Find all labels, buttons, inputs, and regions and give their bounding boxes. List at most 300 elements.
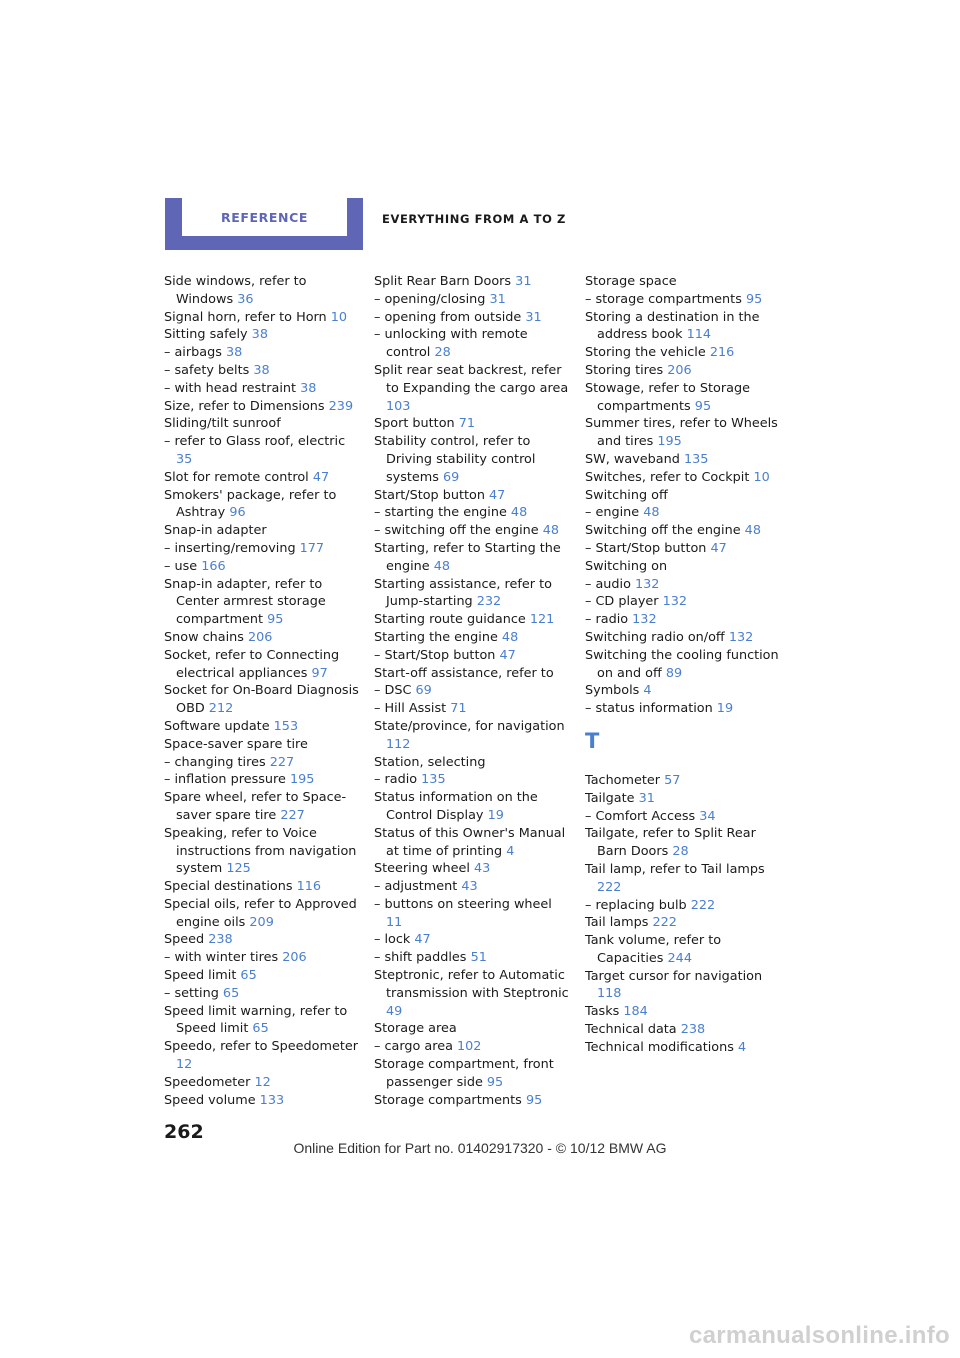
page-reference-link[interactable]: 4 (506, 843, 515, 859)
page-reference-link[interactable]: 116 (296, 879, 322, 895)
index-entry (164, 309, 362, 327)
index-entry (374, 1038, 572, 1056)
page-reference-link[interactable]: 238 (680, 1022, 706, 1038)
index-entry (164, 949, 362, 967)
index-entry-text: – Comfort Access (585, 808, 696, 824)
index-entry-text: Special destinations (164, 879, 293, 895)
index-entry (585, 415, 783, 451)
index-entry (585, 558, 783, 576)
index-entry-text: Spare wheel, refer to Space-saver spare tire (164, 790, 347, 823)
index-entry (585, 968, 783, 1004)
page-reference-link[interactable]: 95 (486, 1074, 504, 1090)
index-entry-text: – lock (374, 932, 411, 948)
index-entry-text: – inflation pressure (164, 772, 286, 788)
index-entry-text: Tank volume, refer to Capacities (585, 933, 722, 966)
index-entry (374, 415, 572, 433)
section-tab (165, 198, 363, 250)
index-entry (374, 789, 572, 825)
page-reference-link[interactable]: 212 (208, 701, 234, 717)
index-entry-text: – radio (585, 612, 629, 628)
index-entry (164, 1074, 362, 1092)
index-entry (585, 914, 783, 932)
index-entry-text: Speed volume (164, 1092, 256, 1108)
index-entry-text: – buttons on steering wheel (374, 896, 552, 912)
index-entry-text: – changing tires (164, 754, 266, 770)
index-entry-text: SW, waveband (585, 451, 680, 467)
page-reference-link[interactable]: 4 (643, 683, 652, 699)
page-reference-link[interactable]: 4 (738, 1039, 747, 1055)
index-entry (585, 611, 783, 629)
index-entry (585, 647, 783, 683)
index-entry (585, 932, 783, 968)
index-entry-text: Tasks (585, 1004, 620, 1020)
index-entry (374, 1056, 572, 1092)
index-entry-text: – with winter tires (164, 950, 279, 966)
index-entry (164, 344, 362, 362)
index-entry-text: Target cursor for navigation (585, 968, 763, 984)
index-entry-text: – opening from outside (374, 309, 522, 325)
index-entry (164, 825, 362, 878)
index-entry-text: Split rear seat backrest, refer to Expanding the cargo area (374, 362, 569, 396)
index-entry-text: – inserting/removing (164, 540, 296, 556)
index-entry-text: Switching radio on/off (585, 629, 725, 645)
index-entry (585, 772, 783, 790)
page-reference-link[interactable]: 31 (489, 291, 506, 307)
index-entry-text: Speedo, refer to Speedometer (164, 1039, 358, 1055)
index-entry (374, 611, 572, 629)
index-entry-text: – Start/Stop button (585, 540, 707, 556)
page-reference-link[interactable]: 239 (328, 398, 354, 414)
index-entry-text: Starting route guidance (374, 612, 526, 628)
page-reference-link[interactable]: 31 (638, 790, 655, 806)
index-entry-text: Summer tires, refer to Wheels and tires (585, 416, 778, 450)
index-entry-text: Sport button (374, 416, 455, 432)
section-tab-inner (182, 198, 347, 236)
index-entry-text: – use (164, 558, 198, 574)
page-reference-link[interactable]: 10 (330, 309, 348, 325)
index-entry (164, 682, 362, 718)
index-entry-text: Switching on (585, 558, 668, 574)
index-entry (164, 522, 362, 540)
index-entry (164, 789, 362, 825)
page-reference-link[interactable]: 48 (510, 505, 528, 521)
index-entry (585, 522, 783, 540)
index-entry (374, 896, 572, 932)
page-reference-link[interactable]: 97 (311, 665, 328, 681)
page-reference-link[interactable]: 195 (289, 772, 315, 788)
index-entry-text: – switching off the engine (374, 523, 539, 539)
index-entry-text: – setting (164, 985, 219, 1001)
index-entry-text: Sliding/tilt sunroof (164, 416, 281, 432)
index-letter-heading: T (585, 728, 600, 753)
index-entry (164, 398, 362, 416)
index-entry (164, 558, 362, 576)
index-entry (164, 896, 362, 932)
page-reference-link[interactable]: 238 (208, 932, 233, 948)
page-reference-link[interactable]: 48 (433, 558, 451, 574)
index-entry (164, 415, 362, 433)
index-entry-text: Sitting safely (164, 327, 248, 343)
index-entry-text: Storage compartments (374, 1092, 522, 1108)
index-entry-text: Software update (164, 718, 270, 734)
index-entry (164, 380, 362, 398)
page-reference-link[interactable]: 69 (415, 683, 432, 699)
index-entry-text: – Hill Assist (374, 701, 447, 717)
index-entry (374, 771, 572, 789)
page-reference-link[interactable]: 35 (176, 451, 193, 467)
index-entry-text: – airbags (164, 345, 222, 361)
page-reference-link[interactable]: 10 (753, 469, 770, 485)
index-entry-text: Storage compartment, front passenger side (374, 1057, 554, 1090)
page-reference-link[interactable]: 112 (386, 736, 411, 752)
page-reference-link[interactable]: 95 (267, 612, 284, 628)
page-reference-link[interactable]: 222 (652, 915, 677, 931)
page-reference-link[interactable]: 19 (487, 807, 504, 823)
index-entry (374, 718, 572, 754)
index-entry-text: – unlocking with remote control (374, 327, 528, 361)
page-reference-link[interactable]: 69 (443, 469, 460, 485)
index-entry-text: Switching off (585, 487, 668, 503)
index-entry-text: Steptronic, refer to Automatic transmission with Steptronic (374, 968, 569, 1001)
index-entry-text: – with head restraint (164, 380, 297, 396)
index-entry-text: – safety belts (164, 362, 250, 378)
page-reference-link[interactable]: 19 (716, 701, 734, 717)
index-entry (585, 487, 783, 505)
index-entry (374, 504, 572, 522)
page-reference-link[interactable]: 206 (667, 362, 692, 378)
index-entry (585, 309, 783, 345)
index-entry-text: Socket for On-Board Diagnosis OBD (164, 683, 359, 717)
index-entry (374, 487, 572, 505)
index-entry (585, 682, 783, 700)
page-reference-link[interactable]: 28 (434, 345, 451, 361)
page-reference-link[interactable]: 47 (414, 932, 431, 948)
index-entry (585, 861, 783, 897)
index-entry-text: Start/Stop button (374, 487, 485, 503)
page-reference-link[interactable]: 34 (699, 808, 716, 824)
index-entry (164, 1092, 362, 1110)
index-entry-text: – CD player (585, 594, 659, 610)
index-entry-text: – refer to Glass roof, electric (164, 434, 346, 450)
page-reference-link[interactable]: 184 (623, 1004, 648, 1020)
page-reference-link[interactable]: 118 (597, 986, 622, 1002)
index-entry-text: Special oils, refer to Approved engine oils (164, 896, 357, 930)
index-entry (585, 897, 783, 915)
index-entry (585, 291, 783, 309)
index-entry (164, 718, 362, 736)
index-entry-text: – replacing bulb (585, 897, 687, 913)
index-entry (164, 433, 362, 469)
index-entry (164, 647, 362, 683)
index-entry (374, 1092, 572, 1110)
page-reference-link[interactable]: 71 (458, 416, 476, 432)
index-entry-text: – opening/closing (374, 291, 486, 307)
page-reference-link[interactable]: 132 (728, 629, 754, 645)
index-entry (585, 273, 783, 291)
index-entry-text: Starting assistance, refer to Jump-starting (374, 576, 552, 610)
page-reference-link[interactable]: 121 (529, 612, 555, 628)
page-reference-link[interactable]: 206 (248, 629, 273, 645)
page-reference-link[interactable]: 31 (515, 274, 532, 289)
section-tab-label: REFERENCE (221, 209, 308, 225)
page-reference-link[interactable]: 133 (259, 1092, 285, 1108)
index-entry (585, 344, 783, 362)
page-reference-link[interactable]: 195 (657, 434, 682, 450)
page-reference-link[interactable]: 216 (709, 345, 735, 361)
index-entry (374, 700, 572, 718)
index-entry (164, 469, 362, 487)
page-reference-link[interactable]: 206 (282, 950, 307, 966)
index-entry-text: – radio (374, 772, 418, 788)
page-number: 262 (164, 1121, 204, 1143)
index-entry-text: Speed limit (164, 968, 237, 984)
page-reference-link[interactable]: 132 (662, 594, 688, 610)
page-reference-link[interactable]: 57 (664, 772, 681, 788)
index-entry (164, 629, 362, 647)
index-entry-text: Switching off the engine (585, 523, 741, 539)
index-entry (374, 522, 572, 540)
index-entry (374, 665, 572, 683)
page-reference-link[interactable]: 38 (225, 345, 243, 361)
page-reference-link[interactable]: 209 (249, 914, 274, 930)
page-reference-link[interactable]: 36 (237, 291, 254, 307)
index-entry-text: Status of this Owner's Manual at time of printing (374, 825, 566, 859)
index-entry-text: Technical data (585, 1022, 677, 1038)
page-reference-link[interactable]: 135 (683, 451, 709, 467)
page-reference-link[interactable]: 132 (632, 612, 657, 628)
index-entry (374, 860, 572, 878)
index-entry (585, 1039, 783, 1057)
index-entry-text: – starting the engine (374, 505, 507, 521)
index-column-1 (164, 273, 362, 1109)
page-reference-link[interactable]: 166 (201, 558, 226, 574)
index-entry-text: – storage compartments (585, 291, 742, 307)
index-entry (374, 309, 572, 327)
index-entry (374, 1020, 572, 1038)
index-entry-text: Space-saver spare tire (164, 736, 308, 752)
page-reference-link[interactable]: 177 (299, 540, 325, 556)
index-entry (164, 878, 362, 896)
page-reference-link[interactable]: 43 (473, 861, 491, 877)
index-entry (374, 433, 572, 486)
page-reference-link[interactable]: 95 (694, 398, 712, 414)
index-entry (374, 967, 572, 1020)
page-reference-link[interactable]: 47 (489, 487, 506, 503)
index-entry-text: Storage space (585, 274, 677, 289)
index-entry (374, 682, 572, 700)
index-entry-text: Tailgate (585, 790, 635, 806)
page-reference-link[interactable]: 135 (421, 772, 446, 788)
index-entry-text: – shift paddles (374, 950, 467, 966)
index-entry-text: Stowage, refer to Storage compartments (585, 380, 750, 414)
index-entry-text: Switching the cooling function on and off (585, 647, 779, 681)
index-entry (164, 1003, 362, 1039)
index-entry (374, 754, 572, 772)
index-entry (585, 825, 783, 861)
index-entry (374, 878, 572, 896)
page-reference-link[interactable]: 47 (312, 469, 330, 485)
index-entry (374, 540, 572, 576)
index-entry (164, 754, 362, 772)
index-entry-text: Snap-in adapter (164, 523, 267, 539)
index-entry-text: Starting, refer to Starting the engine (374, 540, 561, 574)
index-entry (374, 629, 572, 647)
page-reference-link[interactable]: 47 (499, 647, 516, 663)
index-entry-text: – audio (585, 576, 631, 592)
index-entry-text: Status information on the Control Display (374, 790, 538, 823)
index-entry-text: – adjustment (374, 879, 458, 895)
index-entry-text: Storing a destination in the address book (585, 309, 760, 343)
index-entry (164, 576, 362, 629)
index-entry-text: – cargo area (374, 1039, 453, 1055)
index-entry (164, 1038, 362, 1074)
index-entry-text: Storage area (374, 1021, 457, 1037)
index-entry (585, 700, 783, 718)
page-reference-link[interactable]: 12 (176, 1057, 193, 1073)
index-entry-text: Snow chains (164, 629, 244, 645)
index-entry (374, 291, 572, 309)
index-entry (374, 949, 572, 967)
index-entry-text: Steering wheel (374, 861, 470, 877)
page-reference-link[interactable]: 102 (457, 1039, 482, 1055)
index-entry-text: Station, selecting (374, 754, 486, 770)
page-reference-link[interactable]: 43 (461, 879, 478, 895)
index-entry-text: Size, refer to Dimensions (164, 398, 325, 414)
index-entry-text: Speedometer (164, 1074, 251, 1090)
index-entry-text: State/province, for navigation (374, 718, 565, 734)
page-reference-link[interactable]: 222 (597, 879, 622, 895)
index-entry-text: Speed limit warning, refer to Speed limit (164, 1003, 348, 1037)
page-reference-link[interactable]: 31 (525, 309, 542, 325)
index-entry (585, 469, 783, 487)
index-entry (585, 790, 783, 808)
page-reference-link[interactable]: 48 (542, 523, 559, 539)
index-entry-text: Slot for remote control (164, 469, 309, 485)
page-reference-link[interactable]: 48 (643, 505, 660, 521)
index-entry-text: Tachometer (585, 772, 661, 788)
page-reference-link[interactable]: 51 (470, 950, 487, 966)
page-reference-link[interactable]: 28 (672, 844, 689, 860)
page-reference-link[interactable]: 65 (252, 1021, 269, 1037)
index-entry (164, 273, 362, 309)
index-entry (585, 593, 783, 611)
page-reference-link[interactable]: 71 (450, 701, 467, 717)
section-title: EVERYTHING FROM A TO Z (382, 212, 566, 226)
page-reference-link[interactable]: 244 (667, 950, 692, 966)
page-reference-link[interactable]: 38 (251, 327, 268, 343)
index-entry (585, 504, 783, 522)
index-entry-text: Start-off assistance, refer to (374, 665, 554, 681)
index-entry-text: Signal horn, refer to Horn (164, 309, 327, 325)
index-entry (164, 931, 362, 949)
page-reference-link[interactable]: 48 (501, 629, 519, 645)
index-entry-text: Tail lamp, refer to Tail lamps (585, 861, 765, 877)
index-entry (585, 362, 783, 380)
index-entry (585, 1021, 783, 1039)
index-entry (374, 326, 572, 362)
index-entry (164, 362, 362, 380)
index-entry-text: Storing tires (585, 362, 664, 378)
index-entry-text: Socket, refer to Connecting electrical appliances (164, 647, 340, 681)
index-entry-text: Smokers' package, refer to Ashtray (164, 487, 337, 521)
index-entry-text: – status information (585, 701, 713, 717)
index-entry (164, 487, 362, 523)
index-entry-text: Side windows, refer to Windows (164, 274, 307, 307)
index-entry (374, 576, 572, 612)
index-entry (374, 362, 572, 415)
index-entry (585, 576, 783, 594)
index-entry (585, 540, 783, 558)
page-reference-link[interactable]: 11 (386, 914, 403, 930)
page-reference-link[interactable]: 153 (273, 718, 299, 734)
watermark: carmanualsonline.info (688, 1322, 950, 1349)
index-entry-text: Starting the engine (374, 629, 498, 645)
page-reference-link[interactable]: 65 (222, 985, 240, 1001)
index-entry (164, 736, 362, 754)
index-entry-text: – engine (585, 505, 640, 521)
page-reference-link[interactable]: 65 (240, 968, 257, 984)
index-entry (164, 985, 362, 1003)
index-column-2 (374, 273, 572, 1109)
index-entry-text: – Start/Stop button (374, 647, 496, 663)
index-entry (585, 451, 783, 469)
index-entry-text: Technical modifications (585, 1039, 734, 1055)
index-entry (374, 825, 572, 861)
page-reference-link[interactable]: 38 (300, 380, 317, 396)
page-reference-link[interactable]: 227 (269, 754, 295, 770)
index-entry-text: Tail lamps (585, 915, 649, 931)
page-reference-link[interactable]: 227 (280, 807, 305, 823)
index-entry (164, 540, 362, 558)
page-reference-link[interactable]: 49 (386, 1003, 403, 1019)
index-entry-text: Speaking, refer to Voice instructions from navigation system (164, 825, 357, 877)
index-entry (374, 931, 572, 949)
page-reference-link[interactable]: 114 (686, 327, 712, 343)
index-entry (164, 326, 362, 344)
page-reference-link[interactable]: 232 (476, 594, 502, 610)
index-entry-text: Tailgate, refer to Split Rear Barn Doors (585, 826, 756, 860)
index-entry-text: Switches, refer to Cockpit (585, 469, 750, 485)
page-reference-link[interactable]: 38 (253, 362, 270, 378)
page-reference-link[interactable]: 96 (229, 505, 246, 521)
page-reference-link[interactable]: 132 (635, 576, 660, 592)
index-entry-text: Split Rear Barn Doors (374, 274, 512, 289)
page-reference-link[interactable]: 89 (665, 665, 683, 681)
index-entry (374, 647, 572, 665)
page-reference-link[interactable]: 95 (525, 1092, 543, 1108)
index-entry (374, 273, 572, 291)
index-entry-text: Symbols (585, 683, 640, 699)
page-reference-link[interactable]: 47 (710, 540, 727, 556)
index-column-3 (585, 273, 783, 1057)
index-entry (585, 1003, 783, 1021)
page-reference-link[interactable]: 222 (690, 897, 716, 913)
page-reference-link[interactable]: 48 (744, 523, 761, 539)
index-entry-text: Storing the vehicle (585, 345, 706, 361)
index-entry-text: Stability control, refer to Driving stability control systems (374, 434, 536, 485)
page-reference-link[interactable]: 103 (386, 398, 411, 414)
page-reference-link[interactable]: 95 (745, 291, 763, 307)
page-reference-link[interactable]: 125 (226, 861, 251, 877)
index-entry (585, 380, 783, 416)
index-entry-text: Speed (164, 932, 205, 948)
index-entry (164, 771, 362, 789)
index-entry (585, 629, 783, 647)
index-entry-text: – DSC (374, 683, 412, 699)
page-reference-link[interactable]: 12 (254, 1074, 271, 1090)
edition-footer: Online Edition for Part no. 01402917320 - © 10/12 BMW AG (293, 1140, 667, 1156)
index-entry (585, 808, 783, 826)
